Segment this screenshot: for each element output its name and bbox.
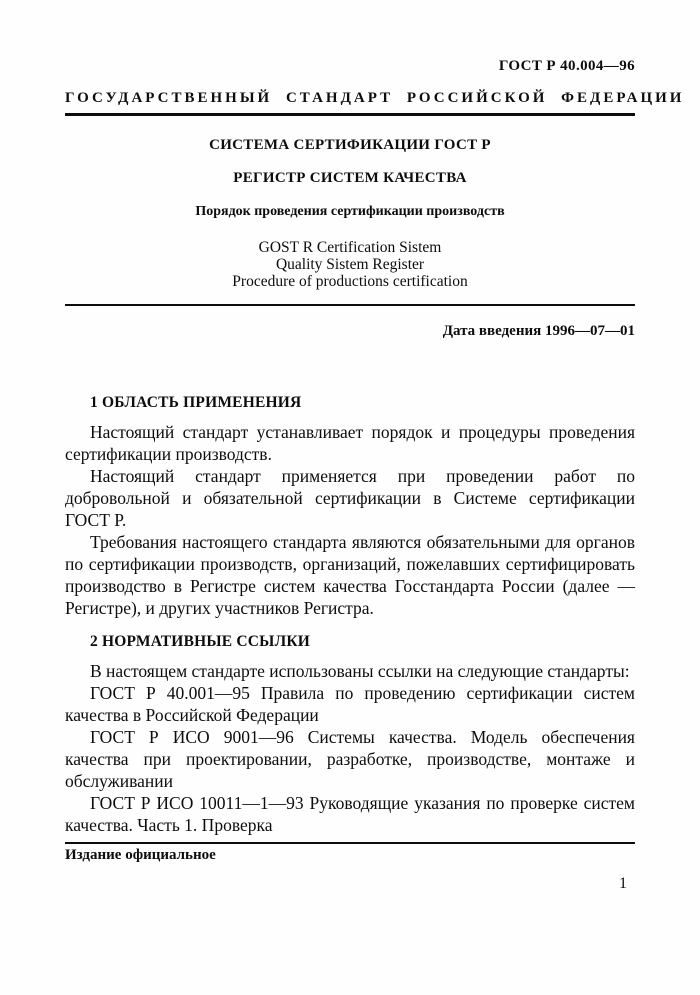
page-number: 1	[619, 875, 627, 892]
section-2-paragraphs	[65, 660, 635, 836]
section-normative-references	[65, 633, 635, 836]
paragraph: ГОСТ Р ИСО 10011—1—93 Руководящие указания по проверке систем качества. Часть 1. Проверка	[65, 793, 635, 835]
standard-header: ГОСУДАРСТВЕННЫЙ СТАНДАРТ РОССИЙСКОЙ ФЕДЕРАЦИИ	[65, 90, 685, 106]
title-block	[65, 137, 635, 290]
paragraph: ГОСТ Р ИСО 9001—96 Системы качества. Модель обеспечения качества при проектировании, разработке, производстве, монтаже и обслуживании	[65, 727, 635, 791]
section-1-heading: 1 ОБЛАСТЬ ПРИМЕНЕНИЯ	[90, 394, 302, 411]
title-english-block	[65, 239, 635, 290]
header-divider	[65, 113, 635, 116]
subtitle-procedure: Порядок проведения сертификации производств	[195, 204, 505, 219]
section-2-heading: 2 НОРМАТИВНЫЕ ССЫЛКИ	[90, 633, 311, 650]
title-en-line-2: Quality Sistem Register	[275, 256, 425, 273]
official-edition-note: Издание официальное	[65, 847, 216, 863]
doc-number: ГОСТ Р 40.004—96	[498, 58, 635, 74]
title-certification-system: СИСТЕМА СЕРТИФИКАЦИИ ГОСТ Р	[209, 137, 491, 153]
title-quality-register: РЕГИСТР СИСТЕМ КАЧЕСТВА	[233, 170, 467, 186]
title-en-line-3: Procedure of productions certification	[232, 273, 468, 290]
paragraph: В настоящем стандарте использованы ссылки на следующие стандарты:	[90, 661, 630, 681]
paragraph: Требования настоящего стандарта являются обязательными для органов по сертификации производств, организаций, пожелавших сертифицировать производство в Регистре систем качества Госстандарта России (далее — Регистре), и других участников Регистра.	[65, 532, 635, 618]
page-footer	[65, 842, 635, 893]
title-en-line-1: GOST R Certification Sistem	[258, 239, 442, 256]
paragraph: Настоящий стандарт применяется при проведении работ по добровольной и обязательной сертификации в Системе сертификации ГОСТ Р.	[65, 466, 635, 530]
title-divider	[65, 304, 635, 306]
effective-date: Дата введения 1996—07—01	[442, 323, 635, 339]
section-scope	[65, 394, 635, 619]
paragraph: ГОСТ Р 40.001—95 Правила по проведению сертификации систем качества в Российской Федерации	[65, 683, 635, 725]
paragraph: Настоящий стандарт устанавливает порядок и процедуры проведения сертификации производств.	[65, 422, 635, 464]
section-1-paragraphs	[65, 421, 635, 619]
